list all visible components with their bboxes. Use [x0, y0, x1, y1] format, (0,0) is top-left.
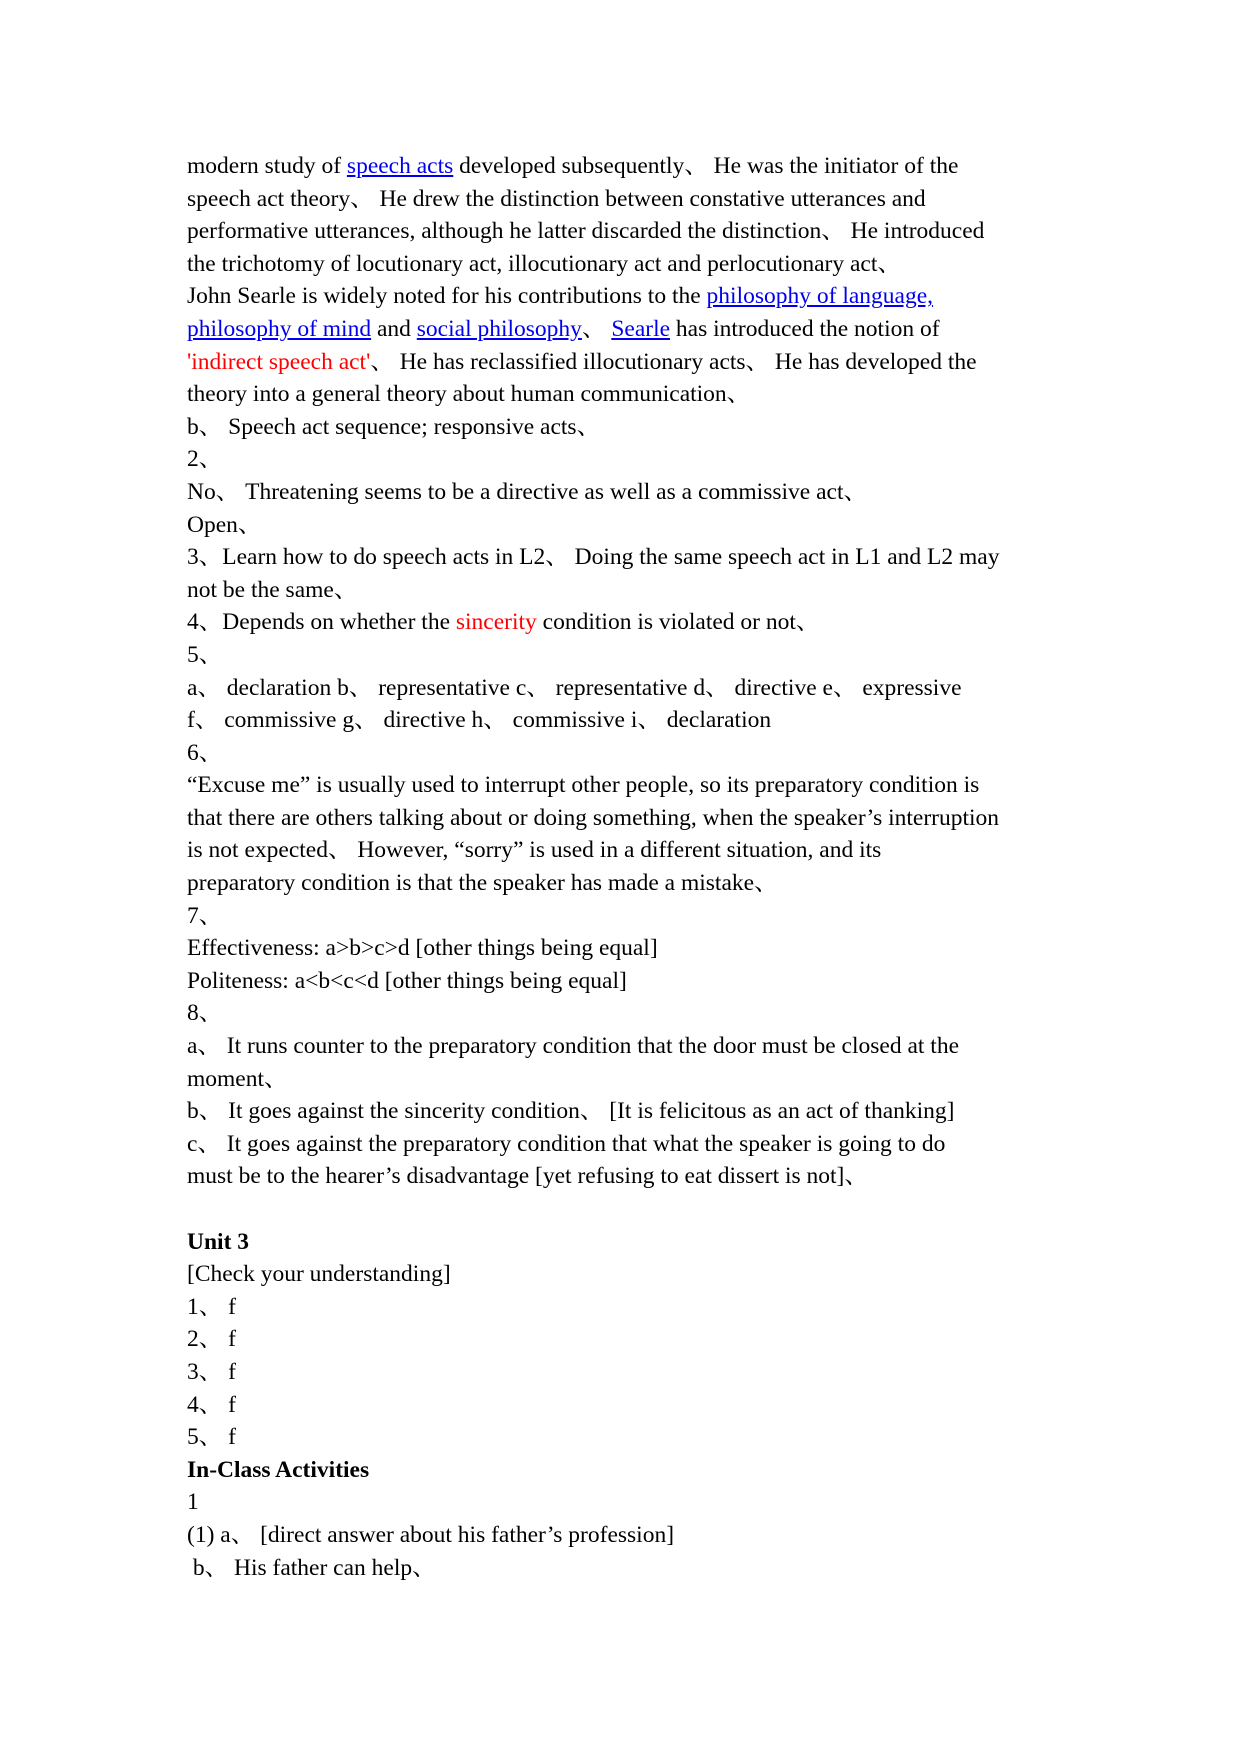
question-number: 2、 — [187, 446, 223, 473]
answer-item: 4、 f — [187, 1391, 236, 1418]
answer-item: 2、 f — [187, 1326, 236, 1353]
unit-heading: Unit 3 — [187, 1228, 250, 1255]
paragraph-line: the trichotomy of locutionary act, illocutionary act and perlocutionary act、 — [187, 250, 901, 277]
question-number: 5、 — [187, 641, 223, 668]
answer-line: “Excuse me” is usually used to interrupt other people, so its preparatory condition is — [187, 772, 980, 799]
answer-line: 4、Depends on whether the sincerity condition is violated or not、 — [187, 609, 820, 636]
answer-line: must be to the hearer’s disadvantage [yet refusing to eat dissert is not]、 — [187, 1163, 868, 1190]
answer-line: Politeness: a<b<c<d [other things being equal] — [187, 967, 627, 994]
answer-line: a、 It runs counter to the preparatory condition that the door must be closed at the — [187, 1033, 960, 1060]
answer-line: Open、 — [187, 511, 262, 538]
blank-line — [187, 1193, 1067, 1226]
section-subheading: [Check your understanding] — [187, 1261, 451, 1288]
answer-line: is not expected、 However, “sorry” is used in a different situation, and its — [187, 837, 882, 864]
paragraph-line: 'indirect speech act'、 He has reclassified illocutionary acts、 He has developed the — [187, 348, 977, 375]
answer-line: preparatory condition is that the speaker has made a mistake、 — [187, 870, 778, 897]
answer-line: b、 Speech act sequence; responsive acts、 — [187, 413, 601, 440]
link-philosophy-of-mind[interactable]: philosophy of mind — [187, 315, 372, 342]
highlight-sincerity: sincerity — [455, 609, 537, 636]
highlight-indirect-speech-act: 'indirect speech act' — [187, 348, 371, 375]
paragraph-line: theory into a general theory about human communication、 — [187, 381, 751, 408]
answer-line: 3、Learn how to do speech acts in L2、 Doing the same speech act in L1 and L2 may — [187, 544, 1000, 571]
answer-line: No、 Threatening seems to be a directive as well as a commissive act、 — [187, 478, 867, 505]
activity-answer: (1) a、 [direct answer about his father’s profession] — [187, 1521, 675, 1548]
answer-line: a、 declaration b、 representative c、 representative d、 directive e、 expressive — [187, 674, 962, 701]
answer-line: c、 It goes against the preparatory condition that what the speaker is going to do — [187, 1130, 946, 1157]
paragraph-line: speech act theory、 He drew the distinction between constative utterances and — [187, 185, 926, 212]
link-philosophy-of-language[interactable]: philosophy of language, — [706, 283, 934, 310]
paragraph-line: John Searle is widely noted for his contributions to the philosophy of language, — [187, 283, 934, 310]
link-speech-acts[interactable]: speech acts — [346, 153, 454, 179]
paragraph-line: modern study of speech acts developed subsequently、 He was the initiator of the — [187, 153, 959, 179]
activity-number: 1 — [187, 1489, 199, 1516]
paragraph-line: philosophy of mind and social philosophy、 Searle has introduced the notion of — [187, 315, 940, 342]
question-number: 6、 — [187, 739, 223, 766]
activity-answer: b、 His father can help、 — [187, 1554, 436, 1581]
document-page — [187, 150, 1067, 1584]
answer-item: 5、 f — [187, 1424, 236, 1451]
link-searle[interactable]: Searle — [611, 315, 671, 342]
question-number: 7、 — [187, 902, 223, 929]
paragraph-line: performative utterances, although he latter discarded the distinction、 He introduced — [187, 218, 985, 245]
activities-heading: In-Class Activities — [187, 1456, 370, 1483]
answer-item: 3、 f — [187, 1358, 236, 1385]
answer-line: Effectiveness: a>b>c>d [other things being equal] — [187, 935, 658, 962]
answer-line: f、 commissive g、 directive h、 commissive i、 declaration — [187, 707, 772, 734]
link-social-philosophy[interactable]: social philosophy — [416, 315, 582, 342]
answer-line: moment、 — [187, 1065, 288, 1092]
answer-line: b、 It goes against the sincerity condition、 [It is felicitous as an act of thanking] — [187, 1098, 955, 1125]
answer-line: that there are others talking about or doing something, when the speaker’s interruption — [187, 804, 1000, 831]
answer-line: not be the same、 — [187, 576, 358, 603]
answer-item: 1、 f — [187, 1293, 236, 1320]
question-number: 8、 — [187, 1000, 223, 1027]
